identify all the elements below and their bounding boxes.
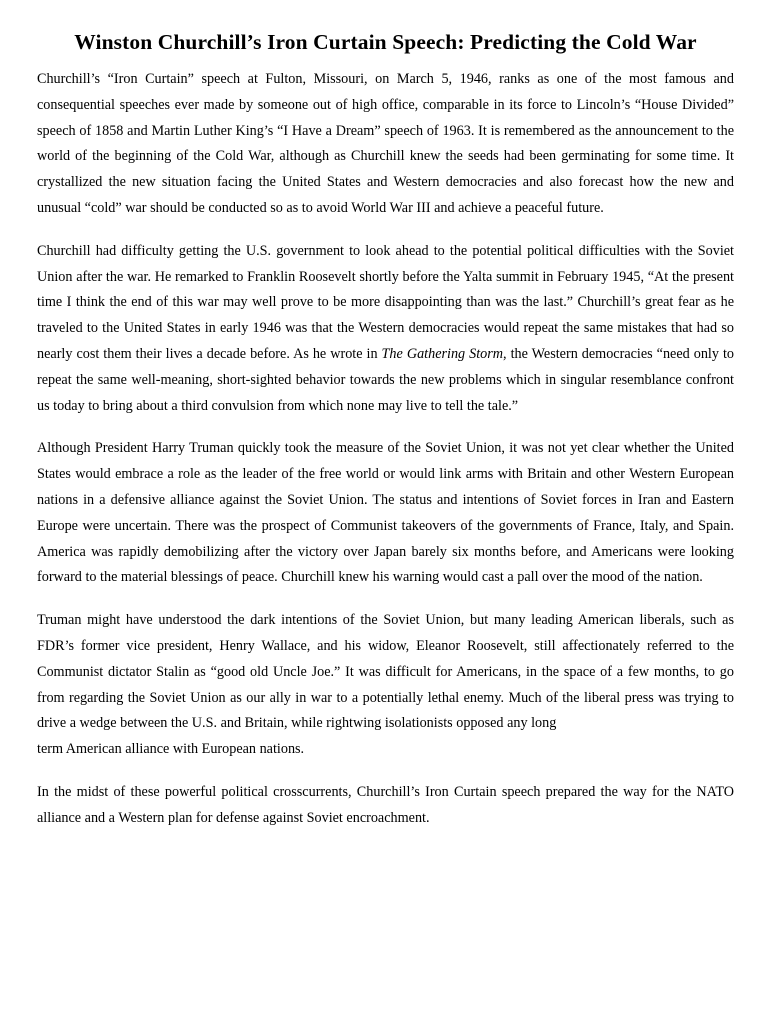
paragraph-2 xyxy=(37,239,734,420)
paragraph-5: In the midst of these powerful political crosscurrents, Churchill’s Iron Curtain speech prepared the way for the NATO alliance and a Western plan for defense against Soviet encroachment. xyxy=(37,783,734,826)
book-title-italic: The Gathering Storm xyxy=(381,345,504,362)
paragraph-4-continuation: term American alliance with European nations. xyxy=(37,741,305,758)
document-page xyxy=(37,30,734,849)
paragraph-1: Churchill’s “Iron Curtain” speech at Fulton, Missouri, on March 5, 1946, ranks as one of the most famous and consequential speeches ever made by someone out of high office, comparable in its force to Lincoln’s “House Divided” speech of 1858 and Martin Luther King’s “I Have a Dream” speech of 1963. It is remembered as the announcement to the world of the beginning of the Cold War, although as Churchill knew the seeds had been germinating for some time. It crystallized the new situation facing the United States and Western democracies and also forecast how the new and unusual “cold” war should be conducted so as to avoid World War III and achieve a peaceful future. xyxy=(37,71,734,216)
document-title: Winston Churchill’s Iron Curtain Speech: Predicting the Cold War xyxy=(74,30,697,54)
paragraph-3: Although President Harry Truman quickly took the measure of the Soviet Union, it was not yet clear whether the United States would embrace a role as the leader of the free world or would link arms with Britain and other Western European nations in a defensive alliance against the Soviet Union. The status and intentions of Soviet forces in Iran and Eastern Europe were uncertain. There was the prospect of Communist takeovers of the governments of France, Italy, and Spain. America was rapidly demobilizing after the victory over Japan barely six months before, and Americans were looking forward to the material blessings of peace. Churchill knew his warning would cast a pall over the mood of the nation. xyxy=(37,440,734,586)
paragraph-4: Truman might have understood the dark intentions of the Soviet Union, but many leading American liberals, such as FDR’s former vice president, Henry Wallace, and his widow, Eleanor Roosevelt, still affectionately referred to the Communist dictator Stalin as “good old Uncle Joe.” It was difficult for Americans, in the space of a few months, to go from regarding the Soviet Union as our ally in war to a potentially lethal enemy. Much of the liberal press was trying to drive a wedge between the U.S. and Britain, while rightwing isolationists opposed any long xyxy=(37,612,734,732)
paragraph-2-text-before: Churchill had difficulty getting the U.S. government to look ahead to the potential political difficulties with the Soviet Union after the war. He remarked to Franklin Roosevelt shortly before the Yalta summit in February 1945, “At the present time I think the end of this war may well prove to be more disappointing than was the last.” Churchill’s great fear as he traveled to the United States in early 1946 was that the Western democracies would repeat the same mistakes that had so nearly cost them their lives a decade before. As he wrote in xyxy=(37,242,734,362)
paragraph-2-text-after: , the Western democracies “need only to repeat the same well-meaning, short-sighted behavior towards the new problems which in singular resemblance confront us today to bring about a third convulsion from which none may live to tell the tale.” xyxy=(37,345,734,414)
